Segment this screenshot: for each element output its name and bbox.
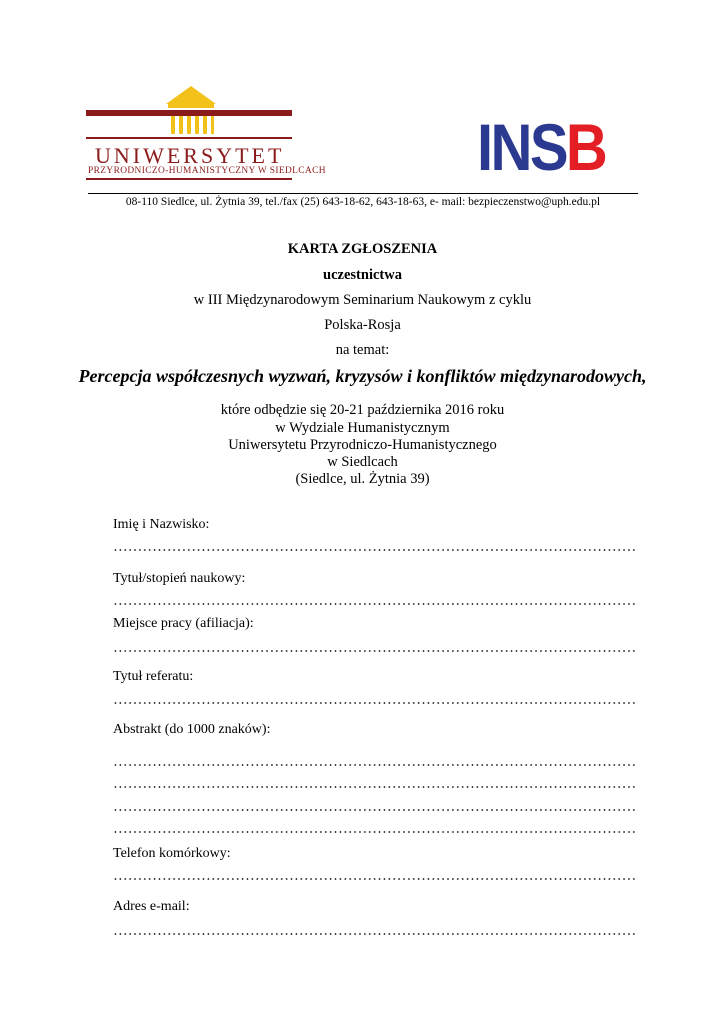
- university-name: UNIWERSYTET: [95, 143, 285, 168]
- name-field[interactable]: [113, 549, 637, 551]
- seminar-topic: Percepcja współczesnych wyzwań, kryzysów i konfliktów międzynarodowych,: [78, 366, 647, 386]
- insb-letter-b: B: [565, 110, 606, 184]
- seminar-line: w III Międzynarodowym Seminarium Naukowym z cyklu: [193, 292, 532, 308]
- university-subtitle: PRZYRODNICZO-HUMANISTYCZNY W SIEDLCACH: [88, 166, 326, 176]
- event-city: w Siedlcach: [327, 454, 398, 470]
- insb-logo: [477, 110, 606, 184]
- logo-bar-top: [86, 110, 292, 116]
- form-title: KARTA ZGŁOSZENIA: [287, 241, 438, 257]
- event-date: które odbędzie się 20-21 października 2016 roku: [220, 402, 505, 418]
- abstract-field-line-2[interactable]: [113, 786, 637, 788]
- abstract-field-line-1[interactable]: [113, 764, 637, 766]
- event-university: Uniwersytetu Przyrodniczo-Humanistycznego: [228, 437, 497, 453]
- topic-intro: na temat:: [335, 342, 390, 358]
- email-field[interactable]: [113, 933, 637, 935]
- series-name: Polska-Rosja: [324, 317, 401, 333]
- phone-field[interactable]: [113, 878, 637, 880]
- workplace-field[interactable]: [113, 650, 637, 652]
- abstract-label: Abstrakt (do 1000 znaków):: [113, 722, 271, 737]
- phone-label: Telefon komórkowy:: [113, 846, 231, 861]
- abstract-field-line-4[interactable]: [113, 831, 637, 833]
- logo-bar-middle: [86, 137, 292, 139]
- insb-letter-s: S: [529, 110, 566, 184]
- event-faculty: w Wydziale Humanistycznym: [275, 420, 450, 436]
- insb-letter-i: I: [477, 110, 491, 184]
- paper-title-field[interactable]: [113, 702, 637, 704]
- address-line: 08-110 Siedlce, ul. Żytnia 39, tel./fax (25) 643-18-62, 643-18-63, e- mail: bezpieczenstwo@uph.edu.pl: [125, 196, 601, 208]
- academic-title-field[interactable]: [113, 603, 637, 605]
- academic-title-label: Tytuł/stopień naukowy:: [113, 571, 246, 586]
- event-address: (Siedlce, ul. Żytnia 39): [295, 471, 430, 487]
- header-divider: [88, 193, 638, 194]
- abstract-field-line-3[interactable]: [113, 809, 637, 811]
- insb-letter-n: N: [490, 110, 530, 184]
- logo-bar-bottom: [86, 178, 292, 180]
- workplace-label: Miejsce pracy (afiliacja):: [113, 616, 254, 631]
- paper-title-label: Tytuł referatu:: [113, 669, 194, 684]
- form-subtitle: uczestnictwa: [323, 267, 402, 283]
- name-label: Imię i Nazwisko:: [113, 517, 210, 532]
- email-label: Adres e-mail:: [113, 899, 190, 914]
